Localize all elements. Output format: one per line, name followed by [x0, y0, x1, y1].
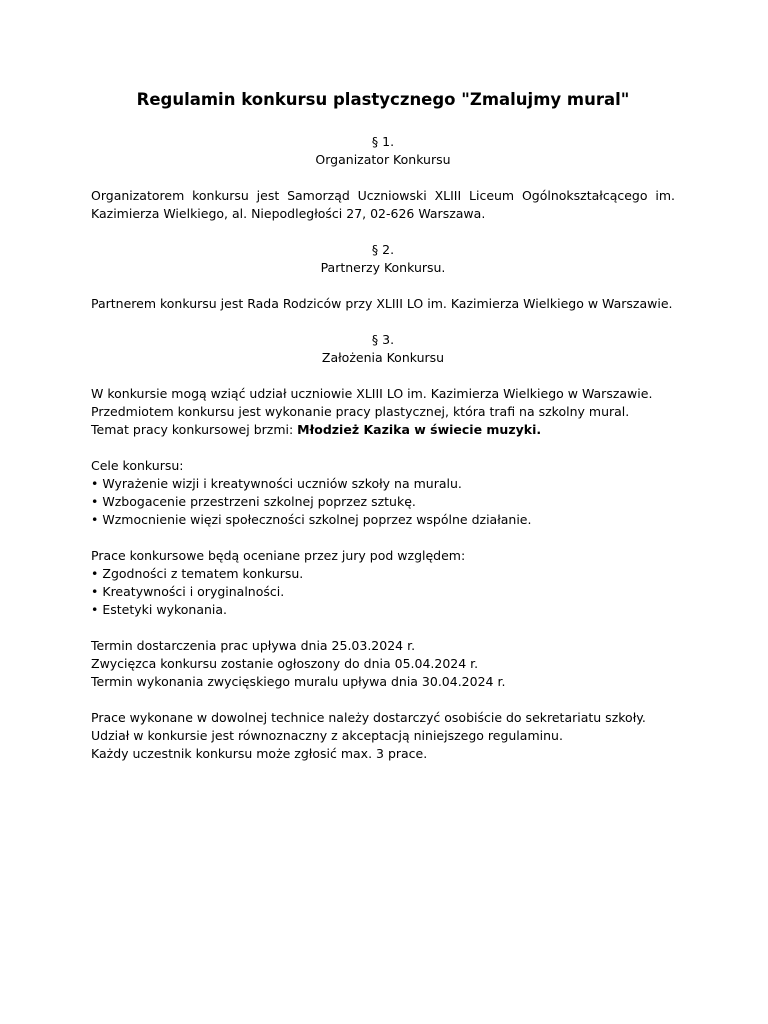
rule-line: Udział w konkursie jest równoznaczny z akceptacją niniejszego regulaminu. — [91, 728, 563, 743]
section-heading: Organizator Konkursu — [315, 152, 451, 167]
intro-line: Przedmiotem konkursu jest wykonanie pracy plastycznej, która trafi na szkolny mural. — [91, 404, 630, 419]
section-text: Organizatorem konkursu jest Samorząd Uczniowski XLIII Liceum Ogólnokształcącego im. Kazimierza Wielkiego, al. Niepodległości 27, 02-626 Warszawa. — [91, 188, 675, 221]
date-line: Zwycięzca konkursu zostanie ogłoszony do dnia 05.04.2024 r. — [91, 656, 479, 671]
goals-heading: Cele konkursu: — [91, 458, 184, 473]
criteria-heading: Prace konkursowe będą oceniane przez jury pod względem: — [91, 548, 466, 563]
theme-label: Temat pracy konkursowej brzmi: — [91, 422, 298, 437]
bullet-icon: • — [91, 584, 99, 599]
section-2 — [91, 241, 675, 313]
section-number: § 1. — [371, 134, 395, 149]
list-item: • Wzbogacenie przestrzeni szkolnej poprzez sztukę. — [91, 494, 416, 509]
list-item: • Wyrażenie wizji i kreatywności uczniów szkoły na muralu. — [91, 476, 462, 491]
rule-line: Prace wykonane w dowolnej technice należy dostarczyć osobiście do sekretariatu szkoły. — [91, 710, 646, 725]
section-3 — [91, 331, 675, 763]
theme-line — [91, 421, 675, 439]
section-text: Partnerem konkursu jest Rada Rodziców przy XLIII LO im. Kazimierza Wielkiego w Warszawie. — [91, 296, 673, 311]
list-item: • Kreatywności i oryginalności. — [91, 584, 285, 599]
criteria-list — [91, 565, 675, 619]
bullet-icon: • — [91, 512, 99, 527]
list-item: • Wzmocnienie więzi społeczności szkolnej poprzez wspólne działanie. — [91, 512, 532, 527]
date-line: Termin wykonania zwycięskiego muralu upływa dnia 30.04.2024 r. — [91, 674, 506, 689]
goals-list — [91, 475, 675, 529]
rule-line: Każdy uczestnik konkursu może zgłosić max. 3 prace. — [91, 746, 428, 761]
list-item: • Zgodności z tematem konkursu. — [91, 566, 304, 581]
section-1 — [91, 133, 675, 223]
section-heading: Założenia Konkursu — [321, 350, 445, 365]
bullet-icon: • — [91, 494, 99, 509]
bullet-icon: • — [91, 602, 99, 617]
list-item: • Estetyki wykonania. — [91, 602, 228, 617]
bullet-icon: • — [91, 476, 99, 491]
document-page — [91, 88, 675, 763]
section-number: § 2. — [371, 242, 395, 257]
document-title: Regulamin konkursu plastycznego "Zmalujmy mural" — [136, 90, 630, 109]
intro-line: W konkursie mogą wziąć udział uczniowie XLIII LO im. Kazimierza Wielkiego w Warszawie. — [91, 386, 653, 401]
theme-value: Młodzież Kazika w świecie muzyki. — [297, 422, 542, 437]
date-line: Termin dostarczenia prac upływa dnia 25.03.2024 r. — [91, 638, 416, 653]
section-number: § 3. — [371, 332, 395, 347]
section-heading: Partnerzy Konkursu. — [320, 260, 446, 275]
bullet-icon: • — [91, 566, 99, 581]
